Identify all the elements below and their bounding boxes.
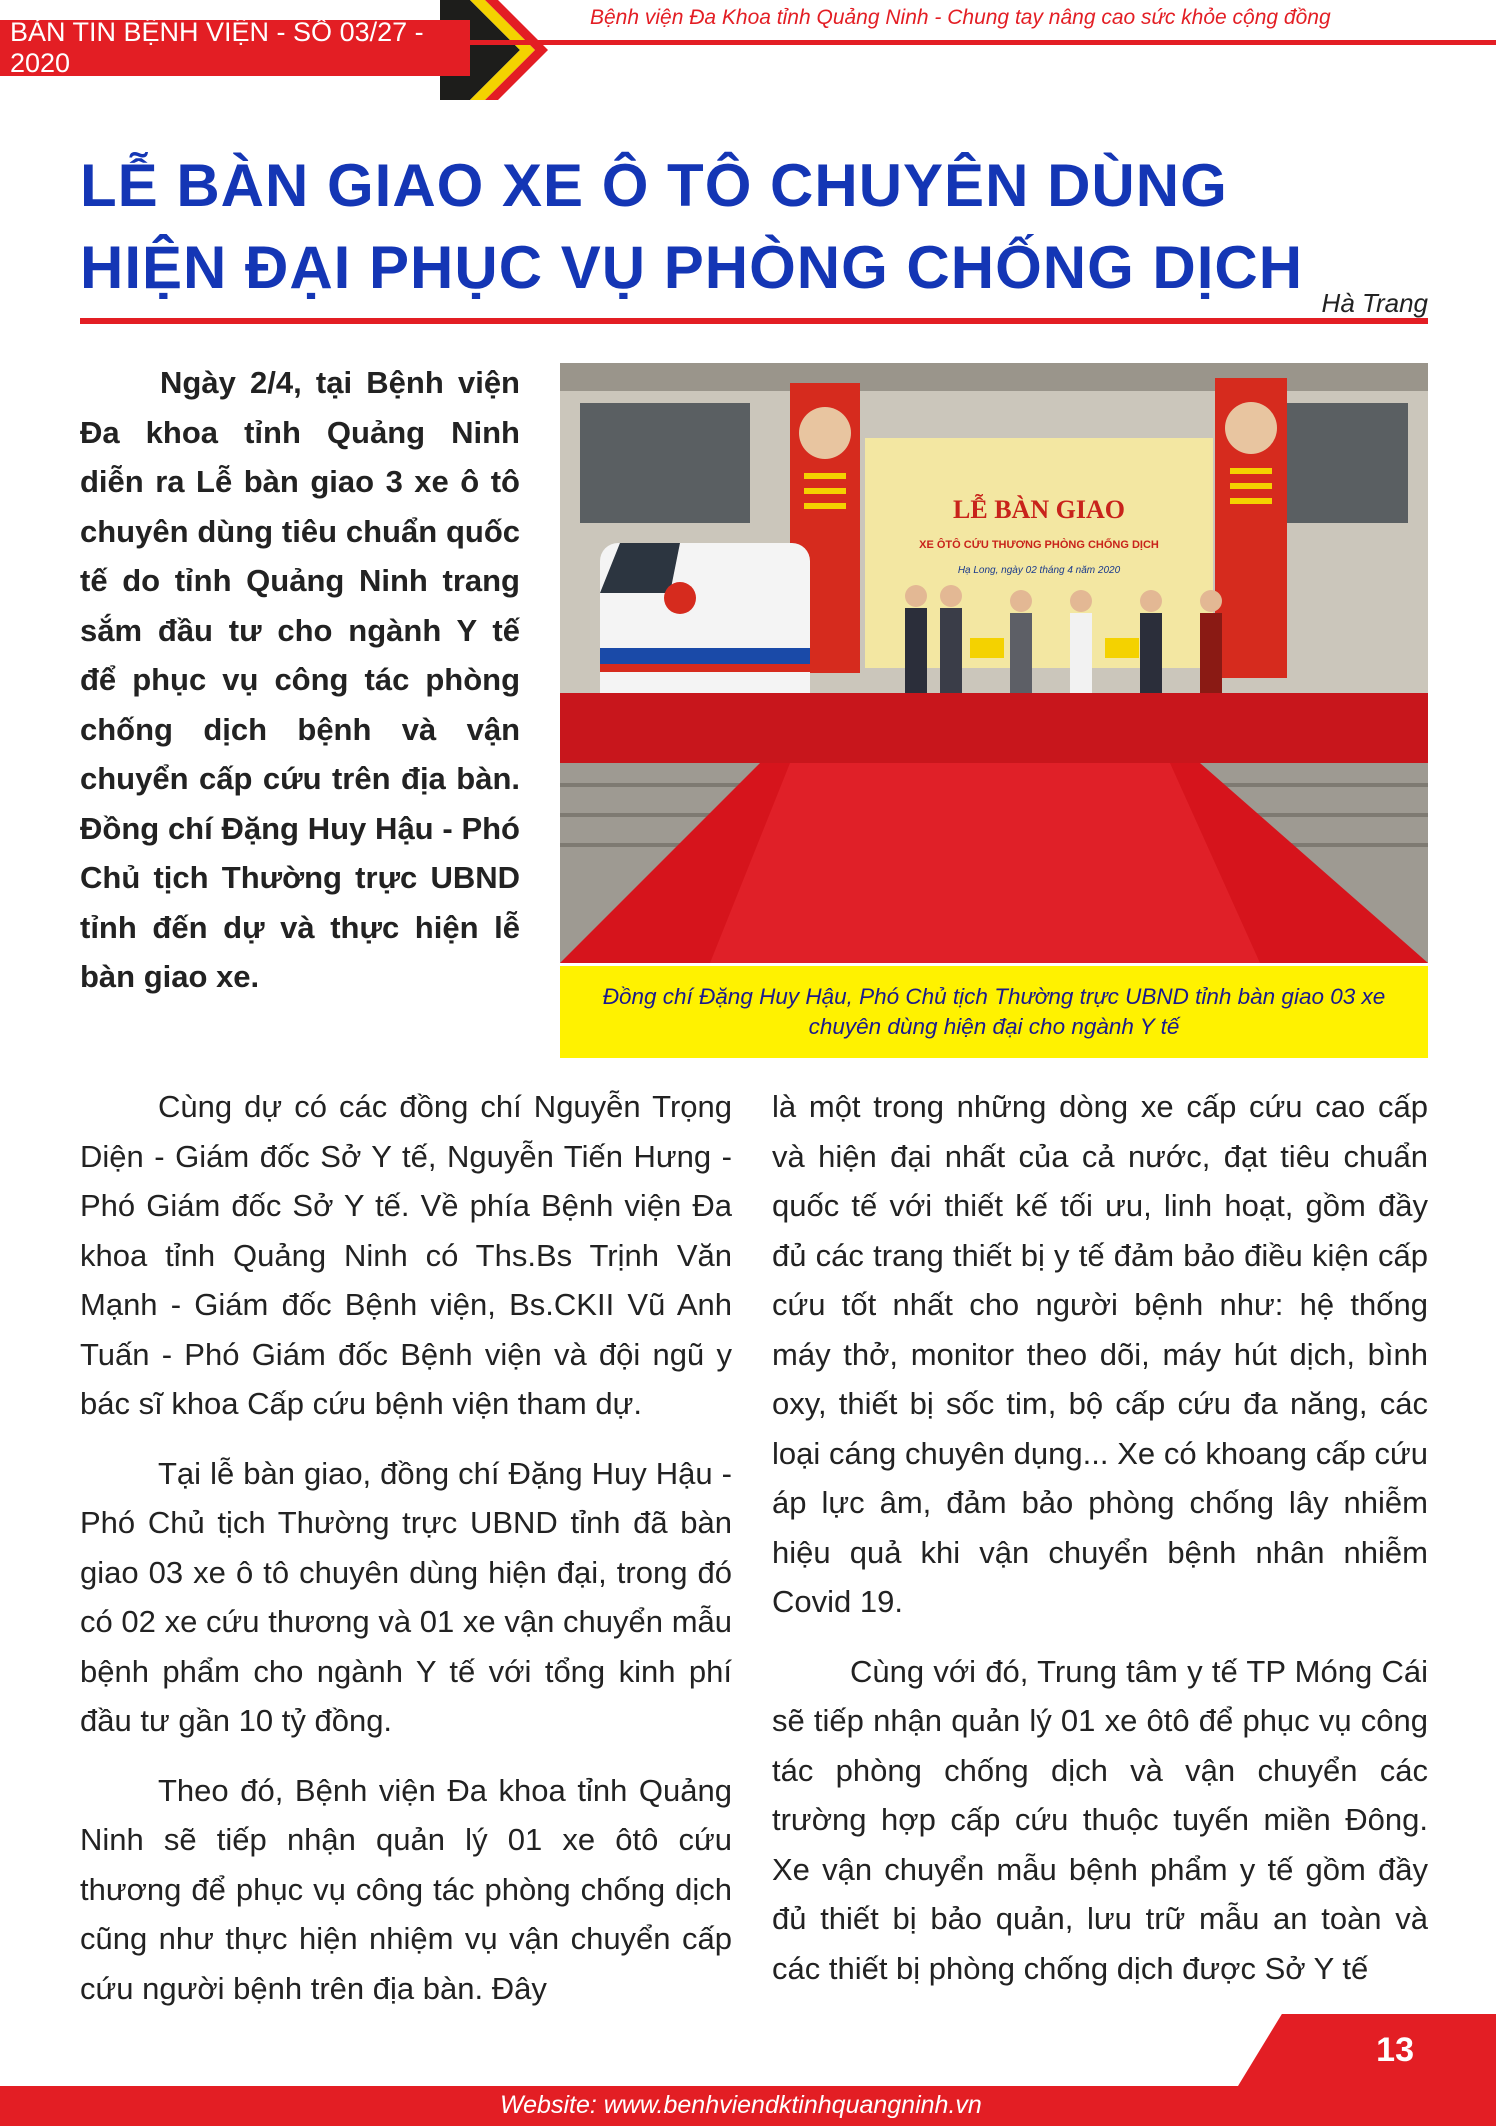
banner-date: Hạ Long, ngày 02 tháng 4 năm 2020	[957, 565, 1121, 576]
banner-title: LỄ BÀN GIAO	[953, 495, 1125, 524]
paragraph: Cùng với đó, Trung tâm y tế TP Móng Cái sẽ tiếp nhận quản lý 01 xe ôtô để phục vụ công tác phòng chống dịch và vận chuyển các trường hợp cấp cứu thuộc tuyến miền Đông. Xe vận chuyển mẫu bệnh phẩm y tế gồm đầy đủ thiết bị bảo quản, lưu trữ mẫu an toàn và các thiết bị phòng chống dịch được Sở Y tế	[772, 1653, 1428, 1986]
footer-website[interactable]: Website: www.benhviendktinhquangninh.vn	[500, 2091, 982, 2119]
paragraph: Cùng dự có các đồng chí Nguyễn Trọng Diện - Giám đốc Sở Y tế, Nguyễn Tiến Hưng - Phó Giám đốc Sở Y tế. Về phía Bệnh viện Đa khoa tỉnh Quảng Ninh có Ths.Bs Trịnh Văn Mạnh - Giám đốc Bệnh viện, Bs.CKII Vũ Anh Tuấn - Phó Giám đốc Bệnh viện và đội ngũ y bác sĩ khoa Cấp cứu bệnh viện tham dự.	[80, 1089, 732, 1421]
paragraph: là một trong những dòng xe cấp cứu cao cấp và hiện đại nhất của cả nước, đạt tiêu chuẩn quốc tế với thiết kế tối ưu, linh hoạt, gồm đầy đủ các trang thiết bị y tế đảm bảo điều kiện cấp cứu tốt nhất cho người bệnh như: hệ thống máy thở, monitor theo dõi, máy hút dịch, bình oxy, thiết bị sốc tim, bộ cấp cứu đa năng, các loại cáng chuyên dụng... Xe có khoang cấp cứu áp lực âm, đảm bảo phòng chống lây nhiễm hiệu quả khi vận chuyển bệnh nhân nhiễm Covid 19.	[772, 1089, 1428, 1619]
author-name: Hà Trang	[1321, 288, 1428, 318]
paragraph: Tại lễ bàn giao, đồng chí Đặng Huy Hậu - Phó Chủ tịch Thường trực UBND tỉnh đã bàn giao 03 xe ô tô chuyên dùng hiện đại, trong đó có 02 xe cứu thương và 01 xe vận chuyển mẫu bệnh phẩm cho ngành Y tế với tổng kinh phí đầu tư gần 10 tỷ đồng.	[80, 1455, 732, 1738]
page-number: 13	[1376, 2031, 1414, 2069]
lead-paragraph: Ngày 2/4, tại Bệnh viện Đa khoa tỉnh Quảng Ninh diễn ra Lễ bàn giao 3 xe ô tô chuyên dùng tiêu chuẩn quốc tế do tỉnh Quảng Ninh trang sắm đầu tư cho ngành Y tế để phục vụ công tác phòng chống dịch bệnh và vận chuyển cấp cứu trên địa bàn. Đồng chí Đặng Huy Hậu - Phó Chủ tịch Thường trực UBND tỉnh đến dự và thực hiện lễ bàn giao xe.	[80, 365, 520, 994]
header-slogan: Bệnh viện Đa Khoa tỉnh Quảng Ninh - Chung tay nâng cao sức khỏe cộng đồng	[590, 6, 1331, 29]
title-line-2: HIỆN ĐẠI PHỤC VỤ PHÒNG CHỐNG DỊCH	[80, 234, 1304, 301]
ceremony-photo-illustration	[560, 363, 1428, 963]
article-title	[80, 145, 1440, 309]
page-number-box	[1238, 2014, 1496, 2086]
paragraph: Theo đó, Bệnh viện Đa khoa tỉnh Quảng Ninh sẽ tiếp nhận quản lý 01 xe ôtô cứu thương để phục vụ công tác phòng chống dịch cũng như thực hiện nhiệm vụ vận chuyển cấp cứu người bệnh trên địa bàn. Đây	[80, 1772, 732, 2006]
title-line-1: LỄ BÀN GIAO XE Ô TÔ CHUYÊN DÙNG	[80, 152, 1228, 219]
ceremony-photo	[560, 363, 1428, 963]
issue-label: BẢN TIN BỆNH VIỆN - SỐ 03/27 - 2020	[0, 20, 470, 76]
body-column-left	[80, 1082, 732, 2033]
title-rule	[80, 318, 1428, 324]
body-column-right	[772, 1082, 1428, 2013]
photo-caption: Đồng chí Đặng Huy Hậu, Phó Chủ tịch Thường trực UBND tỉnh bàn giao 03 xe chuyên dùng hiện đại cho ngành Y tế	[560, 966, 1428, 1058]
header-rule	[470, 40, 1496, 45]
banner-subtitle: XE ÔTÔ CỨU THƯƠNG PHÒNG CHỐNG DỊCH	[919, 539, 1159, 551]
